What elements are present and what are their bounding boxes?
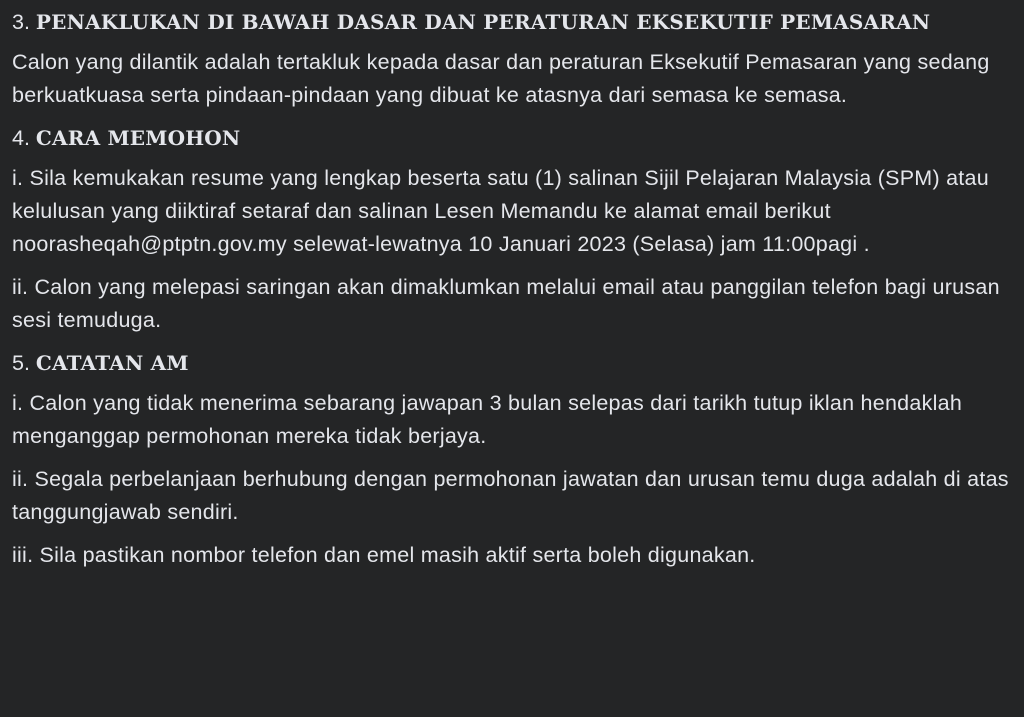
section-paragraph [12, 162, 1012, 261]
section-title: CARA MEMOHON [35, 126, 241, 150]
section-number: 5. [12, 351, 30, 375]
section-heading [12, 122, 1012, 154]
paragraph-text: selewat-lewatnya 10 Januari 2023 (Selasa) jam 11:00pagi . [286, 232, 870, 256]
email-link[interactable]: noorasheqah@ptptn.gov.my [12, 232, 287, 256]
section-number: 3. [12, 10, 30, 34]
section-paragraph: ii. Segala perbelanjaan berhubung dengan permohonan jawatan dan urusan temu duga adalah di atas tanggungjawab sendiri. [12, 467, 1009, 524]
section-paragraph: Calon yang dilantik adalah tertakluk kepada dasar dan peraturan Eksekutif Pemasaran yang sedang berkuatkuasa serta pindaan-pindaan yang dibuat ke atasnya dari semasa ke semasa. [12, 50, 990, 107]
section-title: PENAKLUKAN DI BAWAH DASAR DAN PERATURAN EKSEKUTIF PEMASARAN [35, 10, 931, 34]
section-heading [12, 347, 1012, 379]
section-paragraph: iii. Sila pastikan nombor telefon dan emel masih aktif serta boleh digunakan. [12, 543, 756, 567]
section-paragraph: i. Calon yang tidak menerima sebarang jawapan 3 bulan selepas dari tarikh tutup iklan hendaklah menganggap permohonan mereka tidak berjaya. [12, 391, 963, 448]
paragraph-text: i. Sila kemukakan resume yang lengkap beserta satu (1) salinan Sijil Pelajaran Malaysia (SPM) atau kelulusan yang diiktiraf setaraf dan salinan Lesen Memandu ke alamat email berikut [12, 166, 989, 223]
section-paragraph: ii. Calon yang melepasi saringan akan dimaklumkan melalui email atau panggilan telefon bagi urusan sesi temuduga. [12, 275, 1000, 332]
section-number: 4. [12, 126, 30, 150]
post-body [12, 6, 1012, 572]
section-title: CATATAN AM [35, 351, 189, 375]
section-heading [12, 6, 1012, 38]
